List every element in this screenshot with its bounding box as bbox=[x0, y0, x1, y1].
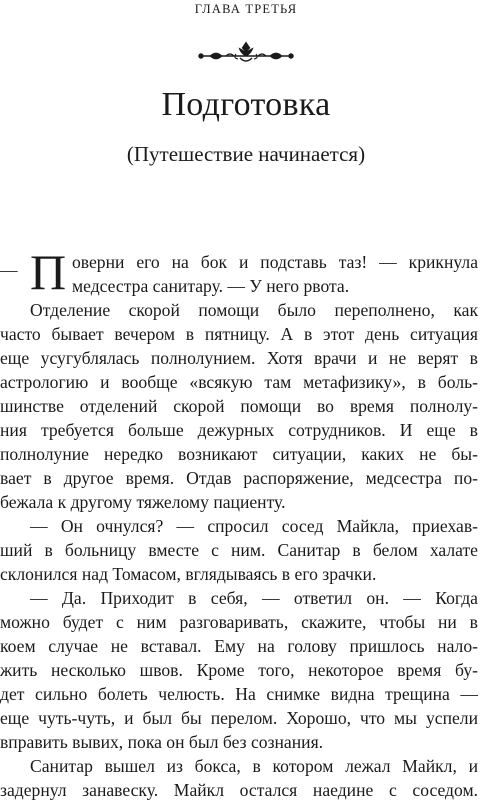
text-line: ший в больницу вместе с ним. Санитар в белом халате bbox=[0, 540, 478, 560]
text-line: еще чуть-чуть, и был бы перелом. Хорошо, что мы успели bbox=[0, 708, 478, 728]
text-line: оверни его на бок и подставь таз! — крикнула bbox=[72, 252, 478, 272]
text-line: — Да. Приходит в себя, — ответил он. — Когда bbox=[30, 588, 478, 608]
text-line: медсестра санитару. — У него рвота. bbox=[72, 276, 350, 296]
text-line: шинстве отделений скорой помощи во время полнолу- bbox=[0, 396, 478, 416]
text-line: вправить вывих, пока он был без сознания. bbox=[0, 732, 324, 752]
text-line: бежала к другому тяжелому пациенту. bbox=[0, 492, 286, 512]
text-line: часто бывает вечером в пятницу. А в этот день ситуация bbox=[0, 324, 478, 344]
text-line: можно будет с ним разговаривать, скажите, чтобы ни в bbox=[0, 612, 478, 632]
text-line: жить несколько швов. Кроме того, некоторое время бу- bbox=[0, 660, 478, 680]
text-line: астрологию и вообще «всякую там метафизику», в боль- bbox=[0, 372, 478, 392]
floral-ornament-icon bbox=[196, 38, 296, 66]
chapter-subtitle: (Путешествие начинается) bbox=[126, 142, 366, 166]
text-line: задернул занавеску. Майкл остался наедине с соседом. bbox=[0, 780, 478, 800]
opening-dash: — bbox=[0, 260, 18, 280]
running-head: ГЛАВА ТРЕТЬЯ bbox=[194, 2, 298, 16]
text-line: склонился над Томасом, вглядываясь в его зрачки. bbox=[0, 564, 377, 584]
chapter-title: Подготовка bbox=[161, 86, 331, 123]
drop-cap-letter: П bbox=[30, 244, 67, 300]
text-line: коем случае не вставал. Ему на голову пришлось нало- bbox=[0, 636, 478, 656]
text-line: дет сильно болеть челюсть. На снимке видна трещина — bbox=[0, 684, 478, 704]
text-line: ния требуется больше дежурных сотрудников. И еще в bbox=[0, 420, 478, 440]
text-line: полнолуние нередко возникают ситуации, каких не бы- bbox=[0, 444, 478, 464]
text-line: вает в другое время. Отдав распоряжение, медсестра по- bbox=[0, 468, 478, 488]
text-line: Отделение скорой помощи было переполнено, как bbox=[30, 300, 478, 320]
text-line: Санитар вышел из бокса, в котором лежал Майкл, и bbox=[30, 756, 478, 776]
text-line: — Он очнулся? — спросил сосед Майкла, приехав- bbox=[30, 516, 478, 536]
text-line: еще усугублялась полнолунием. Хотя врачи и не верят в bbox=[0, 348, 478, 368]
